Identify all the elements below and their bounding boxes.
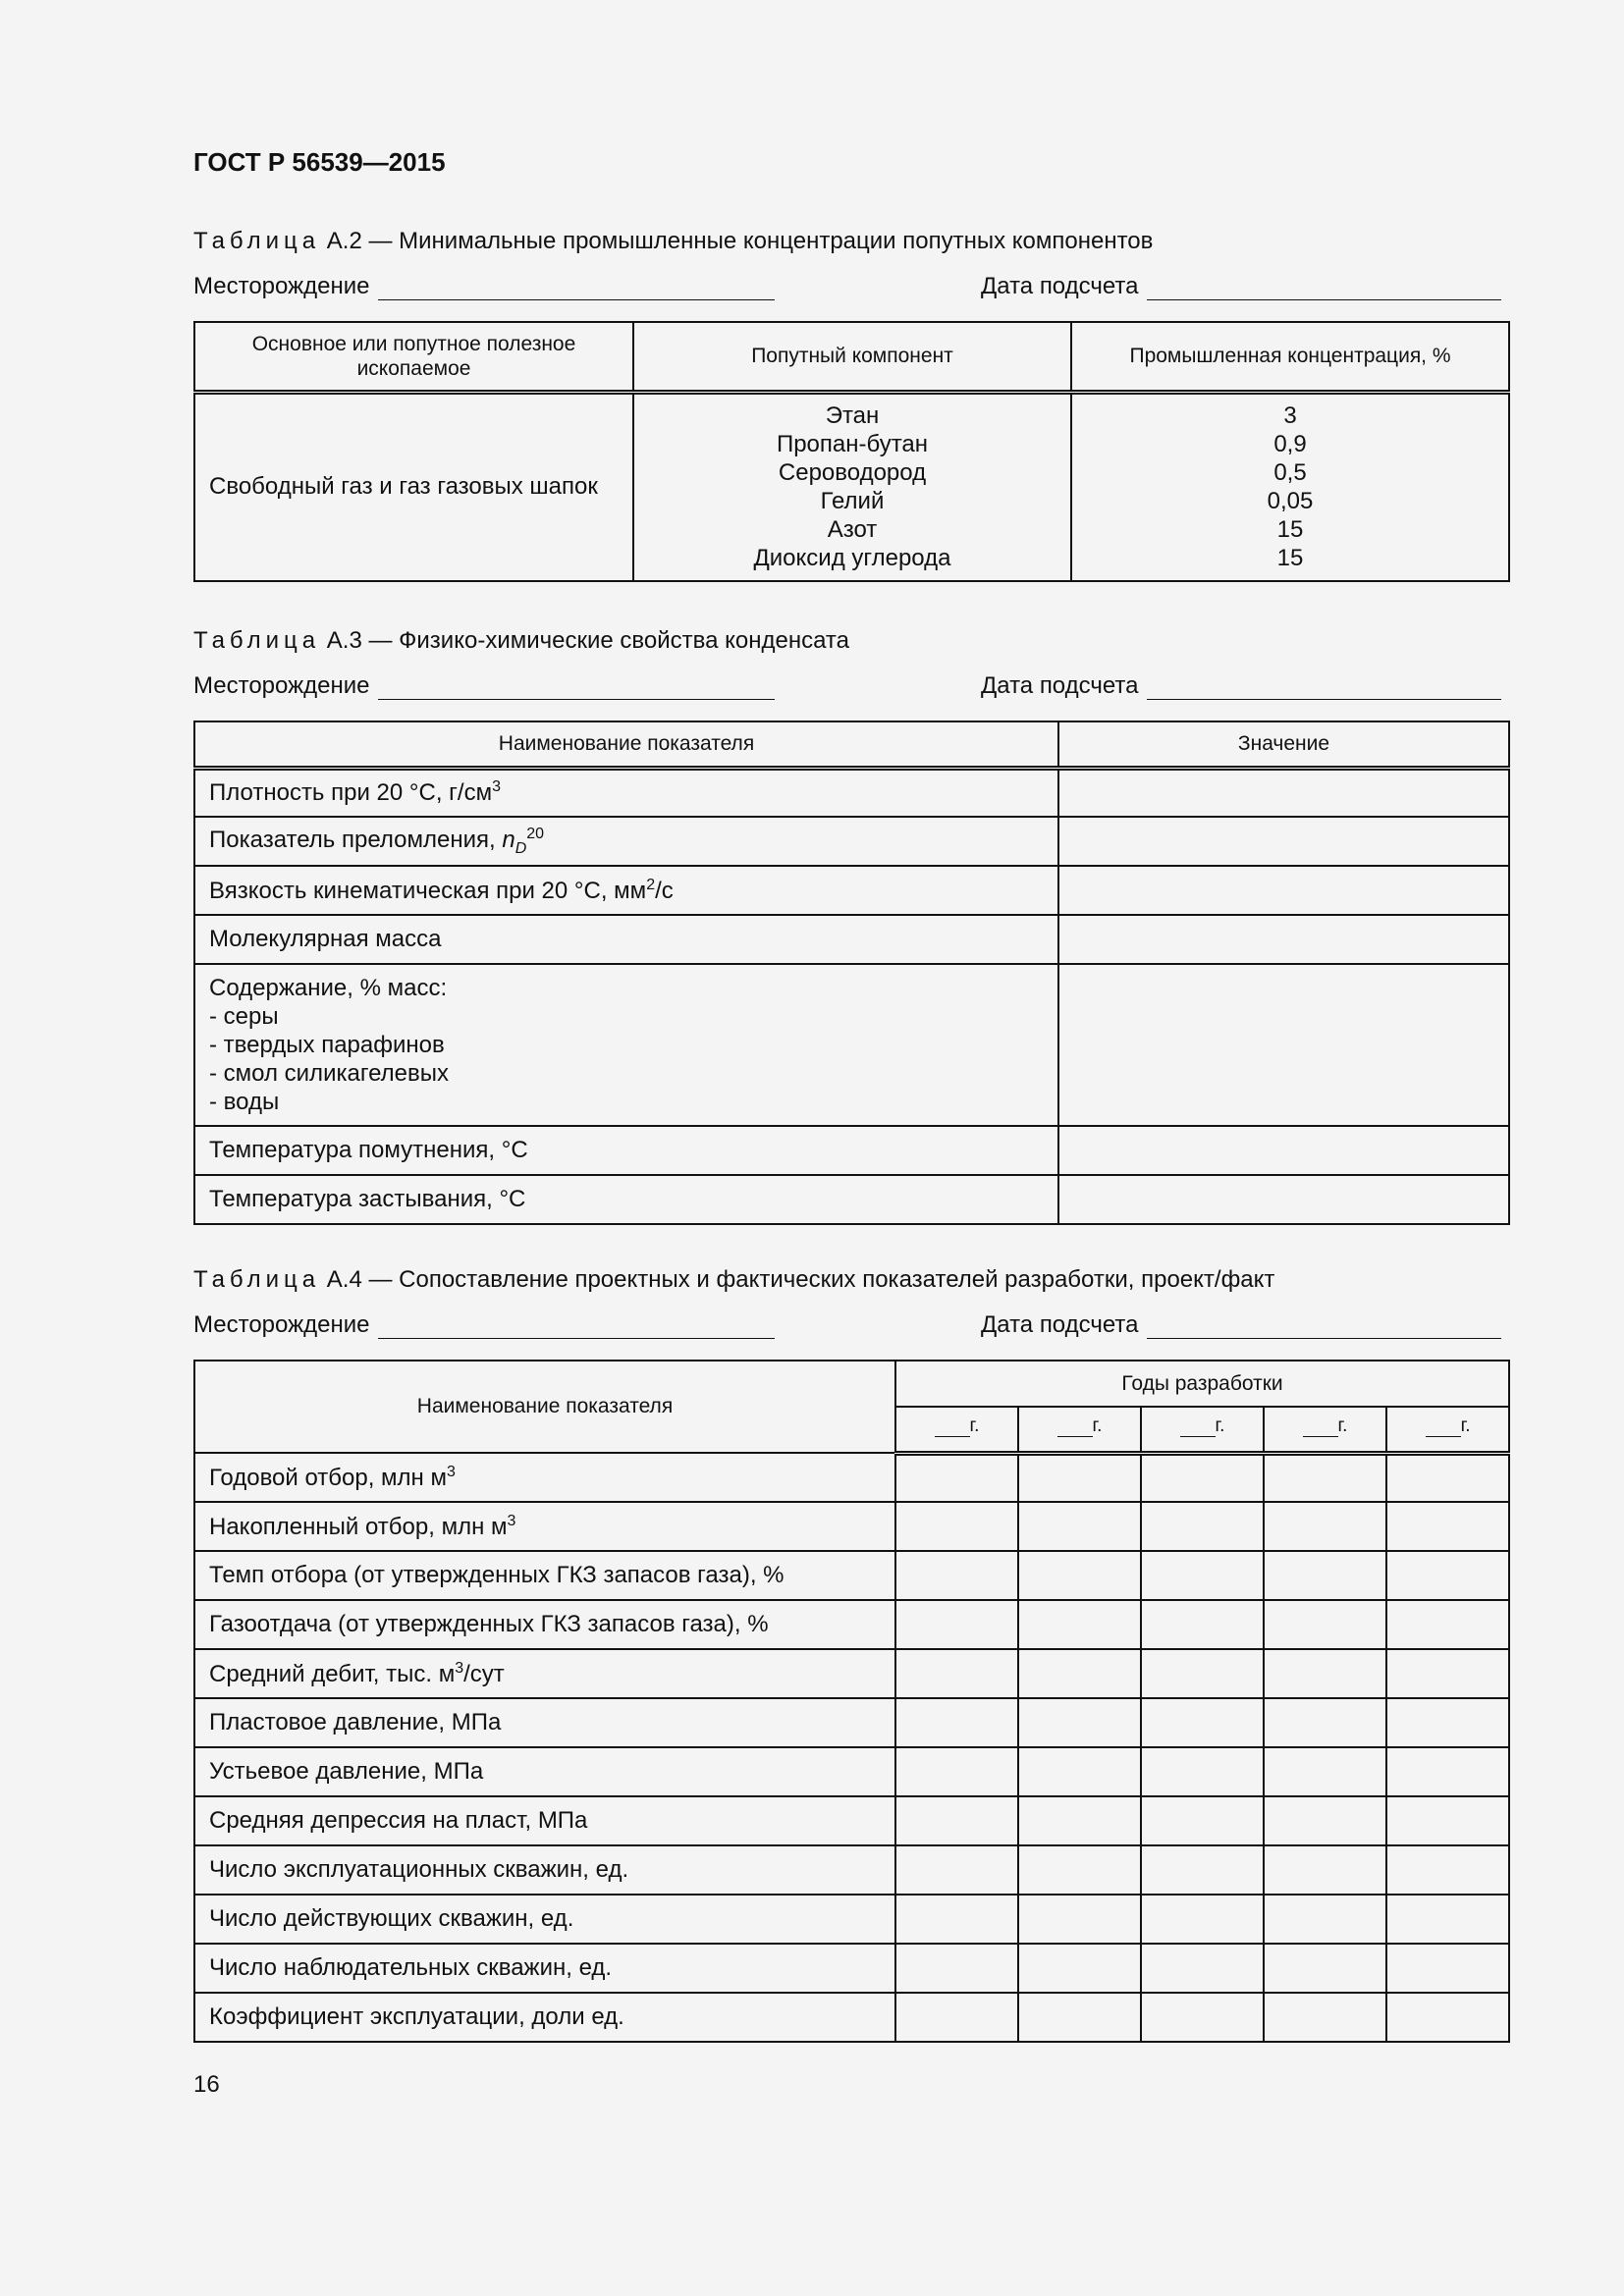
deposit-label: Месторождение (193, 672, 370, 699)
table-a3-caption-word: Таблица (193, 627, 321, 654)
row-label: Средняя депрессия на пласт, МПа (194, 1796, 895, 1845)
row-label: Коэффициент эксплуатации, доли ед. (194, 1993, 895, 2042)
row-label: Газоотдача (от утвержденных ГКЗ запасов газа), % (194, 1600, 895, 1649)
year-value-cell[interactable] (1386, 1600, 1509, 1649)
year-value-cell[interactable] (1141, 1600, 1264, 1649)
row-label: Температура помутнения, °C (194, 1126, 1058, 1175)
year-value-cell[interactable] (1386, 1796, 1509, 1845)
year-value-cell[interactable] (895, 1698, 1018, 1747)
year-value-cell[interactable] (895, 1502, 1018, 1551)
year-column-header: г. (1018, 1407, 1141, 1453)
table-a4-body (194, 1453, 1509, 2042)
value-cell[interactable] (1058, 1175, 1509, 1224)
table-row (194, 1600, 1509, 1649)
year-value-cell[interactable] (895, 1453, 1018, 1502)
concentration-item: 3 (1283, 402, 1297, 430)
row-label: Плотность при 20 °C, $г/см^3$ (194, 768, 1058, 817)
year-value-cell[interactable] (1141, 1649, 1264, 1698)
year-value-cell[interactable] (1264, 1502, 1386, 1551)
table-a2-caption-word: Таблица (193, 228, 321, 254)
year-value-cell[interactable] (1386, 1453, 1509, 1502)
year-value-cell[interactable] (1018, 1993, 1141, 2042)
table-row (194, 964, 1509, 1126)
year-value-cell[interactable] (1264, 1796, 1386, 1845)
year-value-cell[interactable] (895, 1649, 1018, 1698)
table-a3-caption-text: А.3 — Физико-химические свойства конденсата (326, 627, 849, 654)
year-value-cell[interactable] (1018, 1747, 1141, 1796)
date-blank (1147, 1316, 1501, 1339)
row-label: Темп отбора (от утвержденных ГКЗ запасов газа), % (194, 1551, 895, 1600)
table-row (194, 1944, 1509, 1993)
year-value-cell[interactable] (1386, 1698, 1509, 1747)
document-header: ГОСТ Р 56539—2015 (193, 147, 446, 177)
table-row (194, 1796, 1509, 1845)
deposit-blank (378, 1316, 775, 1339)
year-value-cell[interactable] (1264, 1845, 1386, 1895)
year-value-cell[interactable] (1018, 1845, 1141, 1895)
table-a4-caption (193, 1266, 1274, 1294)
table-a2-deposit-field (193, 273, 775, 300)
table-row (194, 1551, 1509, 1600)
row-label: Число действующих скважин, ед. (194, 1895, 895, 1944)
row-label-multiline: Содержание, % масс: - серы - твердых парафинов - смол силикагелевых - воды (194, 964, 1058, 1126)
year-value-cell[interactable] (1264, 1698, 1386, 1747)
page-number: 16 (193, 2071, 220, 2098)
year-value-cell[interactable] (895, 1944, 1018, 1993)
row-label: Температура застывания, °C (194, 1175, 1058, 1224)
year-value-cell[interactable] (1264, 1993, 1386, 2042)
year-value-cell[interactable] (1018, 1698, 1141, 1747)
year-value-cell[interactable] (895, 1796, 1018, 1845)
table-a4-header-years: Годы разработки (895, 1361, 1509, 1407)
table-row (194, 1126, 1509, 1175)
table-row (194, 1845, 1509, 1895)
year-value-cell[interactable] (895, 1895, 1018, 1944)
concentration-item: 0,5 (1273, 459, 1307, 487)
row-label: Число наблюдательных скважин, ед. (194, 1944, 895, 1993)
date-blank (1147, 677, 1501, 700)
table-a3-date-field (981, 672, 1501, 700)
year-value-cell[interactable] (895, 1551, 1018, 1600)
row-label: Накопленный отбор, млн $м^3$ (194, 1502, 895, 1551)
year-value-cell[interactable] (1018, 1895, 1141, 1944)
year-value-cell[interactable] (895, 1747, 1018, 1796)
table-a4-deposit-field (193, 1311, 775, 1339)
year-value-cell[interactable] (895, 1845, 1018, 1895)
table-a2-concentrations-cell (1071, 392, 1509, 581)
value-cell[interactable] (1058, 817, 1509, 866)
year-value-cell[interactable] (1141, 1551, 1264, 1600)
year-value-cell[interactable] (1141, 1502, 1264, 1551)
row-label: Годовой отбор, млн $м^3$ (194, 1453, 895, 1502)
year-value-cell[interactable] (1386, 1993, 1509, 2042)
component-item: Пропан-бутан (776, 431, 929, 458)
row-label: Пластовое давление, МПа (194, 1698, 895, 1747)
table-row (194, 1747, 1509, 1796)
year-value-cell[interactable] (895, 1993, 1018, 2042)
year-value-cell[interactable] (1141, 1796, 1264, 1845)
row-label: Устьевое давление, МПа (194, 1747, 895, 1796)
year-value-cell[interactable] (1264, 1895, 1386, 1944)
year-value-cell[interactable] (1018, 1502, 1141, 1551)
year-value-cell[interactable] (1141, 1747, 1264, 1796)
table-row (194, 1895, 1509, 1944)
value-cell[interactable] (1058, 915, 1509, 964)
table-a3 (193, 721, 1510, 1225)
table-a3-header-name: Наименование показателя (194, 721, 1058, 768)
table-row (194, 1453, 1509, 1502)
year-column-header: г. (1386, 1407, 1509, 1453)
component-item: Этан (825, 402, 880, 430)
table-row (194, 1698, 1509, 1747)
year-value-cell[interactable] (1386, 1944, 1509, 1993)
table-a4-date-field (981, 1311, 1501, 1339)
value-cell[interactable] (1058, 768, 1509, 817)
date-label: Дата подсчета (981, 273, 1139, 299)
year-value-cell[interactable] (1018, 1600, 1141, 1649)
year-value-cell[interactable] (1264, 1453, 1386, 1502)
table-a2-main-mineral: Свободный газ и газ газовых шапок (194, 392, 633, 581)
date-label: Дата подсчета (981, 1311, 1139, 1338)
table-row (194, 866, 1509, 915)
year-value-cell[interactable] (1018, 1551, 1141, 1600)
table-row (194, 817, 1509, 866)
year-value-cell[interactable] (1141, 1845, 1264, 1895)
table-a2-caption-text: А.2 — Минимальные промышленные концентрации попутных компонентов (326, 228, 1154, 254)
year-value-cell[interactable] (1386, 1551, 1509, 1600)
year-value-cell[interactable] (1018, 1649, 1141, 1698)
year-value-cell[interactable] (1018, 1453, 1141, 1502)
deposit-label: Месторождение (193, 1311, 370, 1338)
year-blank[interactable] (1303, 1420, 1338, 1437)
year-value-cell[interactable] (1386, 1649, 1509, 1698)
year-column-header: г. (1264, 1407, 1386, 1453)
table-a2-caption (193, 228, 1153, 255)
year-value-cell[interactable] (895, 1600, 1018, 1649)
table-a4-caption-word: Таблица (193, 1266, 321, 1293)
table-a2-date-field (981, 273, 1501, 300)
date-blank (1147, 278, 1501, 300)
table-a2-header-component: Попутный компонент (633, 322, 1071, 392)
table-a2-components-cell (633, 392, 1071, 581)
table-a3-deposit-field (193, 672, 775, 700)
year-value-cell[interactable] (1018, 1796, 1141, 1845)
year-value-cell[interactable] (1141, 1453, 1264, 1502)
year-value-cell[interactable] (1141, 1993, 1264, 2042)
year-value-cell[interactable] (1386, 1502, 1509, 1551)
concentration-item: 15 (1276, 516, 1304, 544)
table-row (194, 915, 1509, 964)
table-a4-caption-text: А.4 — Сопоставление проектных и фактических показателей разработки, проект/факт (326, 1266, 1275, 1293)
year-value-cell[interactable] (1386, 1747, 1509, 1796)
year-value-cell[interactable] (1141, 1895, 1264, 1944)
table-row (194, 1649, 1509, 1698)
concentration-item: 0,05 (1267, 488, 1314, 515)
year-blank[interactable] (1426, 1420, 1461, 1437)
table-a3-header-value: Значение (1058, 721, 1509, 768)
table-a4-header-name: Наименование показателя (194, 1361, 895, 1453)
value-cell[interactable] (1058, 1126, 1509, 1175)
table-a3-caption (193, 627, 849, 655)
table-row (194, 1502, 1509, 1551)
component-item: Сероводород (778, 459, 927, 487)
deposit-blank (378, 677, 775, 700)
year-blank[interactable] (1057, 1420, 1093, 1437)
year-value-cell[interactable] (1264, 1747, 1386, 1796)
year-value-cell[interactable] (1264, 1551, 1386, 1600)
row-label: Показатель преломления, $n_D^{20}$ (194, 817, 1058, 866)
year-column-header: г. (1141, 1407, 1264, 1453)
component-item: Азот (827, 516, 878, 544)
component-item: Диоксид углерода (753, 545, 951, 572)
concentration-item: 15 (1276, 545, 1304, 572)
table-a4 (193, 1360, 1510, 2043)
table-a2-header-mineral: Основное или попутное полезное ископаемое (194, 322, 633, 392)
component-item: Гелий (820, 488, 885, 515)
date-label: Дата подсчета (981, 672, 1139, 699)
year-blank[interactable] (1180, 1420, 1216, 1437)
value-cell[interactable] (1058, 964, 1509, 1126)
year-value-cell[interactable] (1264, 1649, 1386, 1698)
deposit-blank (378, 278, 775, 300)
year-value-cell[interactable] (1386, 1895, 1509, 1944)
row-label: Число эксплуатационных скважин, ед. (194, 1845, 895, 1895)
year-value-cell[interactable] (1264, 1944, 1386, 1993)
table-a2 (193, 321, 1510, 582)
row-label: Вязкость кинематическая при 20 °C, $мм^2/с$ (194, 866, 1058, 915)
year-column-header: г. (895, 1407, 1018, 1453)
year-blank[interactable] (935, 1420, 970, 1437)
row-label: Молекулярная масса (194, 915, 1058, 964)
year-value-cell[interactable] (1141, 1944, 1264, 1993)
year-value-cell[interactable] (1386, 1845, 1509, 1895)
table-row (194, 1175, 1509, 1224)
concentration-item: 0,9 (1273, 431, 1307, 458)
table-row (194, 768, 1509, 817)
year-value-cell[interactable] (1018, 1944, 1141, 1993)
table-a2-header-concentration: Промышленная концентрация, % (1071, 322, 1509, 392)
row-label: Средний дебит, тыс. $м^3$/сут (194, 1649, 895, 1698)
year-value-cell[interactable] (1264, 1600, 1386, 1649)
value-cell[interactable] (1058, 866, 1509, 915)
deposit-label: Месторождение (193, 273, 370, 299)
year-value-cell[interactable] (1141, 1698, 1264, 1747)
table-row (194, 1993, 1509, 2042)
